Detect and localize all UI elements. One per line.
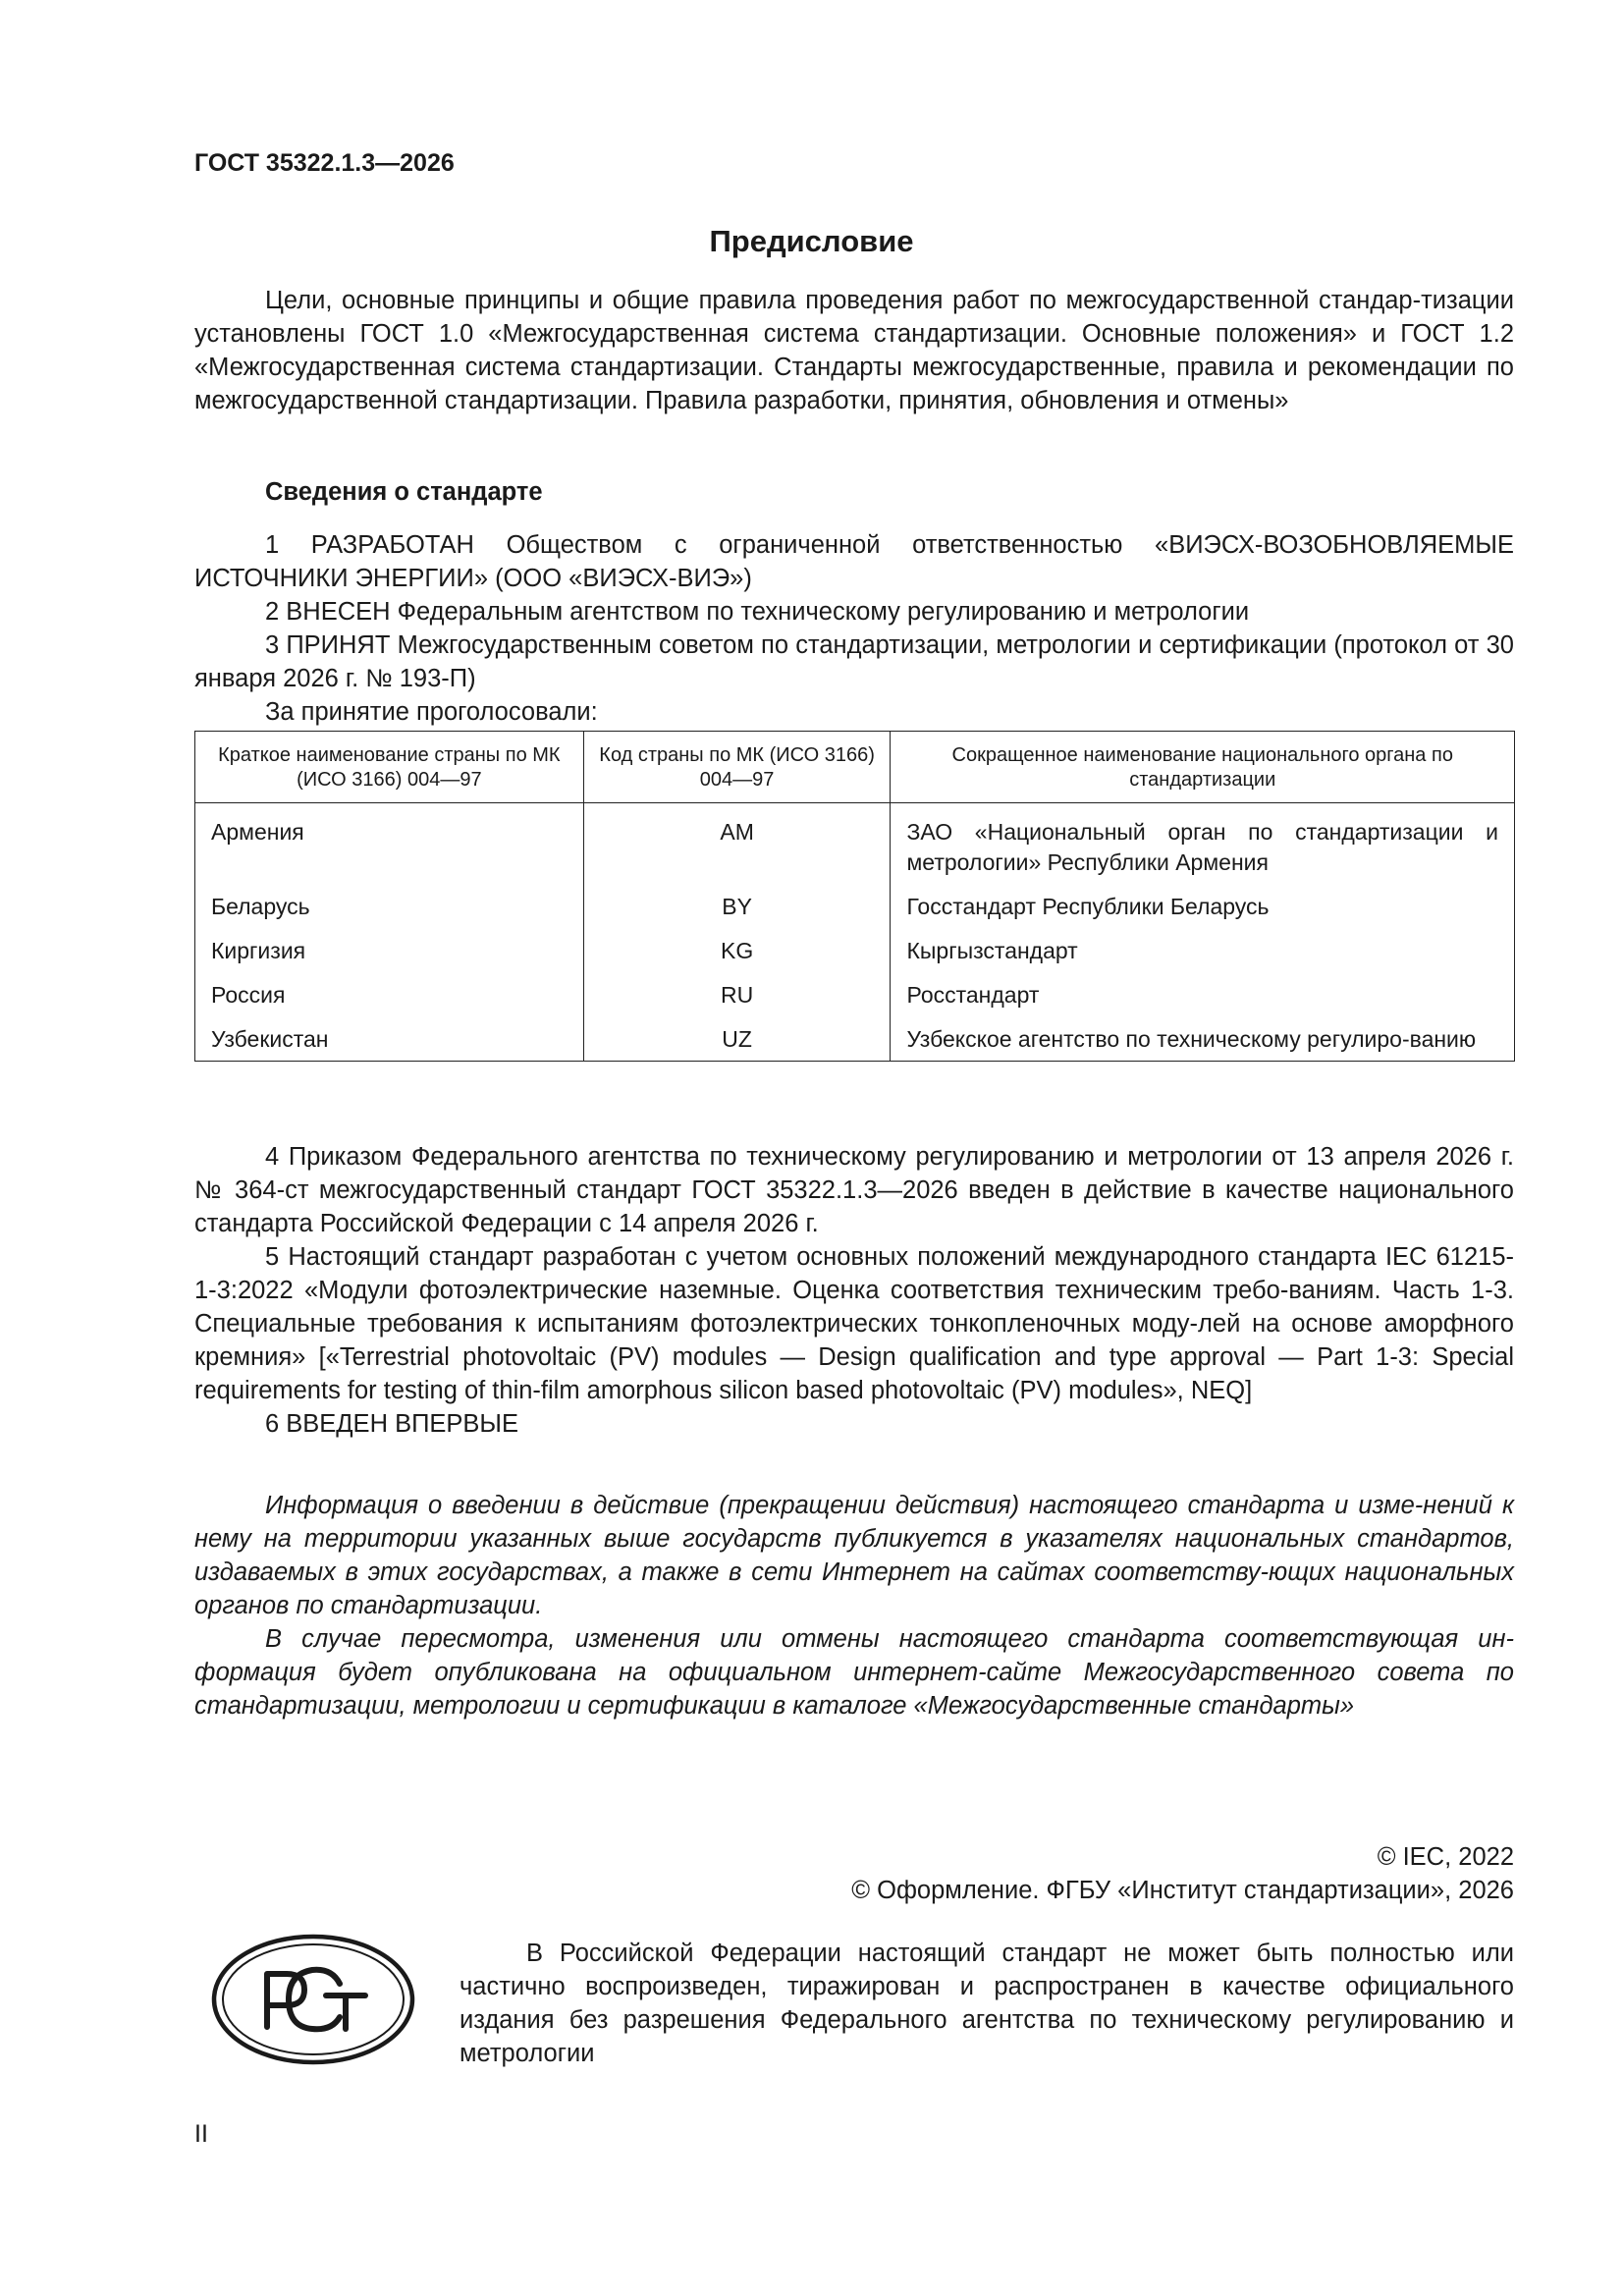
- voting-countries-table: [194, 731, 1515, 1062]
- country-name: Узбекистан: [195, 1011, 584, 1062]
- table-header-body: Сокращенное наименование национального органа по стандартизации: [891, 732, 1515, 803]
- page-title: Предисловие: [709, 224, 914, 258]
- table-row: [195, 1011, 1515, 1062]
- country-code: UZ: [583, 1011, 891, 1062]
- table-header-country: Краткое наименование страны по МК (ИСО 3166) 004—97: [195, 732, 584, 803]
- table-row: [195, 966, 1515, 1011]
- country-name: Россия: [195, 966, 584, 1011]
- country-name: Киргизия: [195, 922, 584, 966]
- standard-info-section: [194, 475, 1514, 729]
- item-adopted: 3 ПРИНЯТ Межгосударственным советом по стандартизации, метрологии и сертификации (протокол от 30 января 2026 г. № 193-П): [194, 631, 1514, 692]
- copyright-iec: © IEC, 2022: [1377, 1843, 1514, 1871]
- note-publication-info: Информация о введении в действие (прекращении действия) настоящего стандарта и изме-нений к нему на территории указанных выше государств публикуется в указателях национальных стандартов, издаваемых в этих государствах, а также в сети Интернет на сайтах соответству-ющих национальных органов по стандартизации.: [194, 1492, 1514, 1619]
- country-code: KG: [583, 922, 891, 966]
- item-based-on: 5 Настоящий стандарт разработан с учетом основных положений международного стандарта IEC 61215-1-3:2022 «Модули фотоэлектрические наземные. Оценка соответствия техническим требо-ваниям. Часть 1-3. Специальные требования к испытаниям фотоэлектрических тонкопленочных моду-лей на основе аморфного кремния» [«Terrestrial photovoltaic (PV) modules — Design qualification and type approval — Part 1-3: Special requirements for testing of thin-film amorphous silicon based photovoltaic (PV) modules», NEQ]: [194, 1243, 1514, 1404]
- copyright-design: © Оформление. ФГБУ «Институт стандартизации», 2026: [851, 1877, 1514, 1904]
- standards-body: Госстандарт Республики Беларусь: [891, 878, 1515, 922]
- section-heading: Сведения о стандарте: [265, 478, 543, 506]
- country-code: BY: [583, 878, 891, 922]
- item-first-introduced: 6 ВВЕДЕН ВПЕРВЫЕ: [265, 1410, 519, 1438]
- item-enacted: 4 Приказом Федерального агентства по техническому регулированию и метрологии от 13 апреля 2026 г. № 364-ст межгосударственный стандарт ГОСТ 35322.1.3—2026 введен в действие в качестве национального стандарта Российской Федерации с 14 апреля 2026 г.: [194, 1143, 1514, 1237]
- intro-section: [194, 284, 1514, 417]
- table-header-row: [195, 732, 1515, 803]
- table-header-code: Код страны по МК (ИСО 3166) 004—97: [583, 732, 891, 803]
- table-row: [195, 878, 1515, 922]
- standards-body: Кыргызстандарт: [891, 922, 1515, 966]
- rst-certification-mark-icon: [210, 1933, 416, 2066]
- voted-label: За принятие проголосовали:: [265, 698, 598, 726]
- page-number: II: [194, 2120, 208, 2148]
- country-name: Беларусь: [195, 878, 584, 922]
- standards-body: ЗАО «Национальный орган по стандартизации и метрологии» Республики Армения: [891, 803, 1515, 879]
- table-row: [195, 922, 1515, 966]
- reproduction-notice-text: В Российской Федерации настоящий стандарт не может быть полностью или частично воспроизведен, тиражирован и распространен в качестве официального издания без разрешения Федерального агентства по техническому регулированию и метрологии: [460, 1940, 1514, 2067]
- table-row: [195, 803, 1515, 879]
- country-name: Армения: [195, 803, 584, 879]
- document-number: ГОСТ 35322.1.3—2026: [194, 149, 455, 177]
- reproduction-notice: [460, 1937, 1514, 2070]
- standards-body: Росстандарт: [891, 966, 1515, 1011]
- country-code: AM: [583, 803, 891, 879]
- notes-section: [194, 1489, 1514, 1722]
- note-revision-info: В случае пересмотра, изменения или отмены настоящего стандарта соответствующая ин-формация будет опубликована на официальном интернет-сайте Межгосударственного совета по стандартизации, метрологии и сертификации в каталоге «Межгосударственные стандарты»: [194, 1625, 1514, 1720]
- item-developed: 1 РАЗРАБОТАН Обществом с ограниченной ответственностью «ВИЭСХ-ВОЗОБНОВЛЯЕМЫЕ ИСТОЧНИКИ ЭНЕРГИИ» (ООО «ВИЭСХ-ВИЭ»): [194, 531, 1514, 592]
- intro-paragraph: Цели, основные принципы и общие правила проведения работ по межгосударственной стандар-тизации установлены ГОСТ 1.0 «Межгосударственная система стандартизации. Основные положения» и ГОСТ 1.2 «Межгосударственная система стандартизации. Стандарты межгосударственные, правила и рекомендации по межгосударственной стандартизации. Правила разработки, принятия, обновления и отмены»: [194, 287, 1514, 414]
- country-code: RU: [583, 966, 891, 1011]
- standard-info-continued: [194, 1140, 1514, 1441]
- item-introduced: 2 ВНЕСЕН Федеральным агентством по техническому регулированию и метрологии: [265, 598, 1250, 626]
- standards-body: Узбекское агентство по техническому регулиро-ванию: [891, 1011, 1515, 1062]
